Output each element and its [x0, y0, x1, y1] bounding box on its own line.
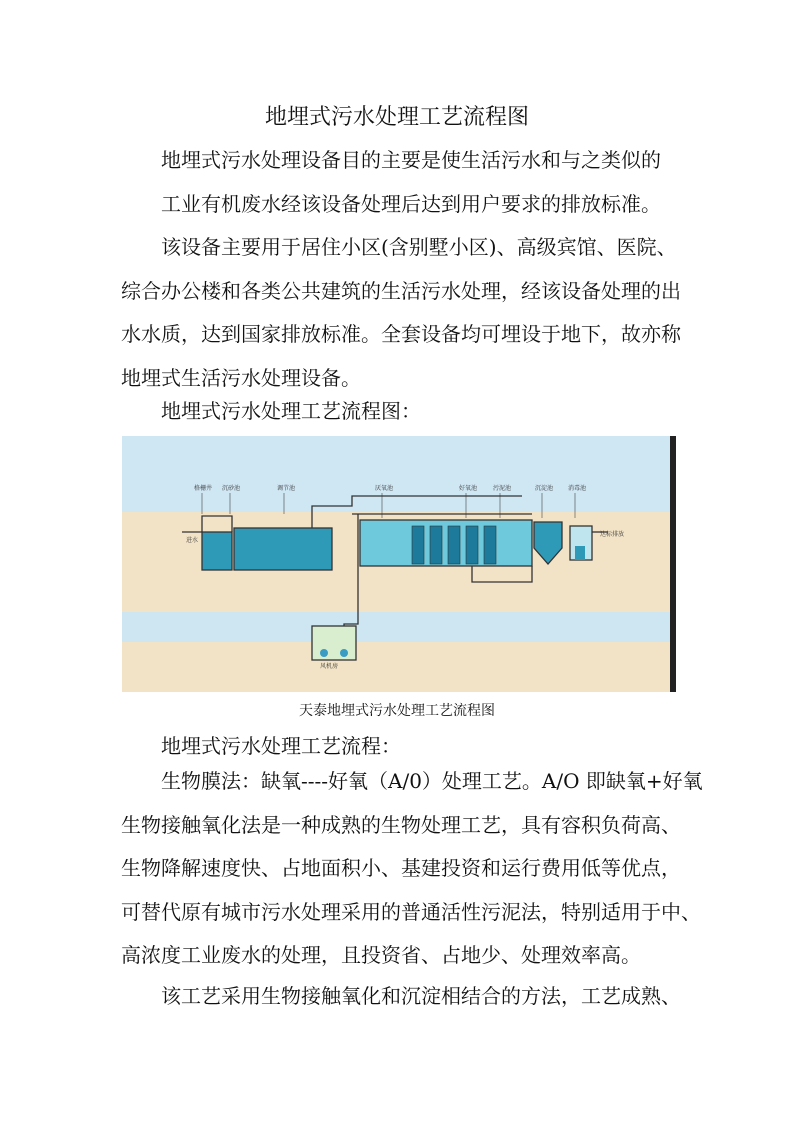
right-edge-bar: [670, 436, 676, 692]
text-line: 生物接触氧化法是一种成熟的生物处理工艺，具有容积负荷高、: [121, 812, 681, 837]
text-line: 工业有机废水经该设备处理后达到用户要求的排放标准。: [161, 191, 661, 216]
text-line: 水水质，达到国家排放标准。全套设备均可埋设于地下，故亦称: [121, 322, 681, 347]
label-blower: 风机房: [320, 663, 339, 670]
label-anoxic: 厌氧池: [375, 485, 394, 492]
page-title: 地埋式污水处理工艺流程图: [264, 105, 529, 130]
paragraph-intro: [121, 139, 677, 226]
soil-gap: [122, 612, 676, 642]
text-line: 地埋式污水处理工艺流程图：: [161, 399, 421, 423]
label-inflow: 进水: [186, 537, 199, 544]
label-aerobic: 好氧池: [459, 485, 478, 492]
text-line: 该工艺采用生物接触氧化和沉淀相结合的方法，工艺成熟、: [161, 984, 681, 1008]
process-flow-diagram: [122, 436, 676, 692]
text-line: 生物膜法：缺氧----好氧（A/0）处理工艺。A/O 即缺氧+好氧: [161, 769, 703, 793]
paragraph-figure-intro: [121, 390, 677, 434]
text-line: 可替代原有城市污水处理采用的普通活性污泥法，特别适用于中、: [121, 899, 701, 924]
text-line: 地埋式生活污水处理设备。: [121, 365, 361, 390]
text-line: 高浓度工业废水的处理，且投资省、占地少、处理效率高。: [121, 943, 641, 968]
label-sludge: 污泥池: [493, 485, 512, 492]
text-line: 综合办公楼和各类公共建筑的生活污水处理，经该设备处理的出: [121, 278, 681, 303]
paragraph-biofilm: [121, 760, 703, 978]
paragraph-usage: [121, 226, 681, 400]
label-grit: 沉砂池: [222, 485, 241, 492]
treatment-tanks: [360, 520, 532, 566]
text-line: 该设备主要用于居住小区(含别墅小区)、高级宾馆、医院、: [161, 235, 677, 259]
label-disinfect: 消毒池: [568, 485, 587, 492]
label-discharge: 达标排放: [600, 531, 625, 538]
figure-caption: 天泰地埋式污水处理工艺流程图: [299, 703, 495, 719]
label-grille: 格栅井: [194, 485, 213, 492]
text-line: 地埋式污水处理设备目的主要是使生活污水和与之类似的: [161, 148, 661, 172]
text-line: 地埋式污水处理工艺流程：: [161, 734, 401, 758]
text-line: 生物降解速度快、占地面积小、基建投资和运行费用低等优点，: [121, 856, 681, 881]
label-settle: 沉淀池: [535, 485, 554, 492]
paragraph-method: [121, 975, 681, 1019]
label-equalize: 调节池: [277, 485, 296, 492]
soil-lower: [122, 642, 676, 692]
blower-room: [312, 626, 356, 660]
equalization-tank: [234, 528, 332, 570]
